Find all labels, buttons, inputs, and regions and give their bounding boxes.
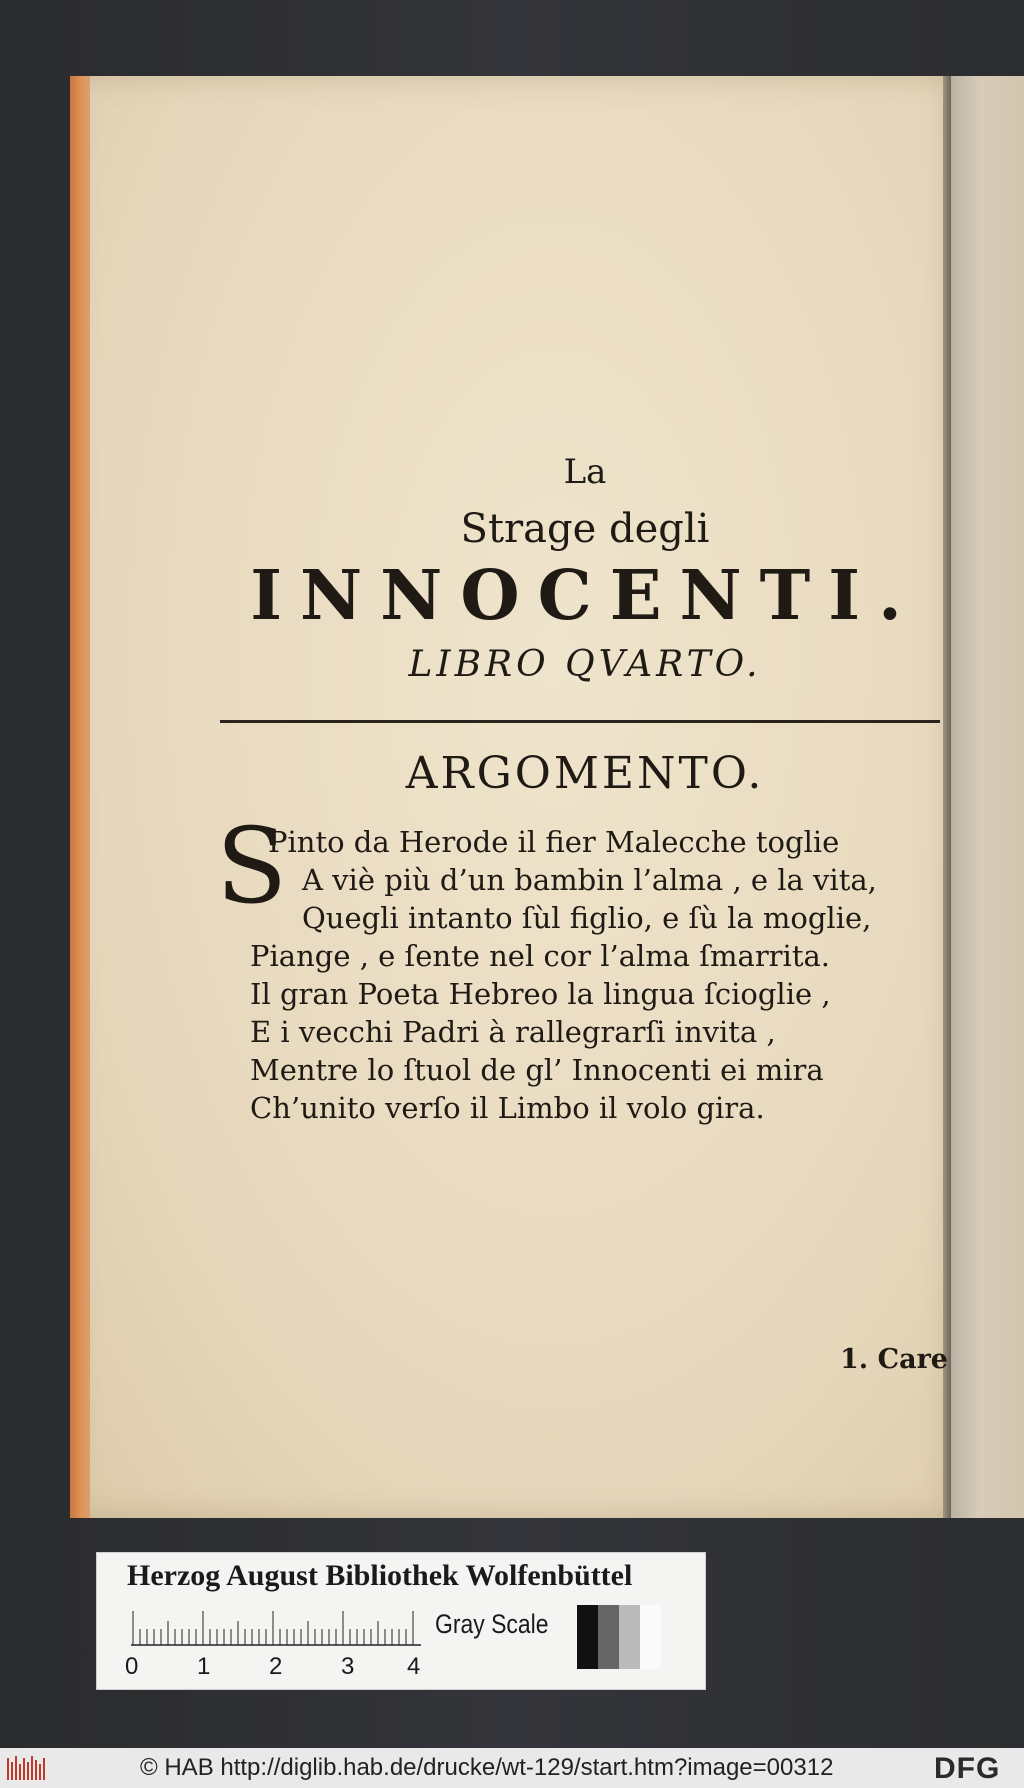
gray-scale-label: Gray Scale: [435, 1609, 549, 1639]
ruler-number: 1: [197, 1653, 211, 1680]
verse-line: E i vecchi Padri à rallegrarſi invita ,: [250, 1015, 776, 1049]
verse-line: Mentre lo ſtuol de gl’ Innocenti ei mira: [250, 1053, 824, 1087]
title-strage: Strage degli: [460, 506, 710, 552]
title-la: La: [563, 452, 607, 492]
verse-line: A viè più d’un bambin l’alma , e la vita,: [302, 863, 877, 897]
ruler-number: 2: [269, 1653, 283, 1680]
footer-url[interactable]: © HAB http://diglib.hab.de/drucke/wt-129/start.htm?image=00312: [140, 1754, 834, 1781]
drop-cap: S: [216, 805, 288, 927]
verse-line: Il gran Poeta Hebreo la lingua ſcioglie ,: [250, 977, 831, 1011]
verse-line: Piange , e ſente nel cor l’alma ſmarrita.: [250, 939, 830, 973]
ruler-number: 0: [125, 1653, 139, 1680]
dfg-logo: DFG: [934, 1752, 1001, 1785]
library-name: Herzog August Bibliothek Wolfenbüttel: [127, 1559, 633, 1592]
ruler-number: 3: [341, 1653, 355, 1680]
verse-line: Quegli intanto ſùl figlio, e ſù la moglie,: [302, 901, 872, 935]
gray-scale-swatch: [577, 1605, 661, 1669]
verse-line: Ch’unito verſo il Limbo il volo gira.: [250, 1091, 765, 1125]
footer-bar: [0, 1748, 1024, 1788]
ruler-scale: [131, 1609, 421, 1647]
ruler-number: 4: [407, 1653, 421, 1680]
title-innocenti: INNOCENTI.: [250, 556, 920, 636]
argomento-heading: ARGOMENTO.: [405, 748, 765, 799]
title-libro: LIBRO QVARTO.: [408, 644, 762, 685]
verse-line: Pinto da Herode il fier Malecche toglie: [268, 825, 840, 859]
calibration-card: [96, 1552, 706, 1690]
title-rule: [220, 720, 940, 723]
hab-barcode-icon: [6, 1754, 46, 1782]
catchword: 1. Care: [840, 1344, 948, 1375]
